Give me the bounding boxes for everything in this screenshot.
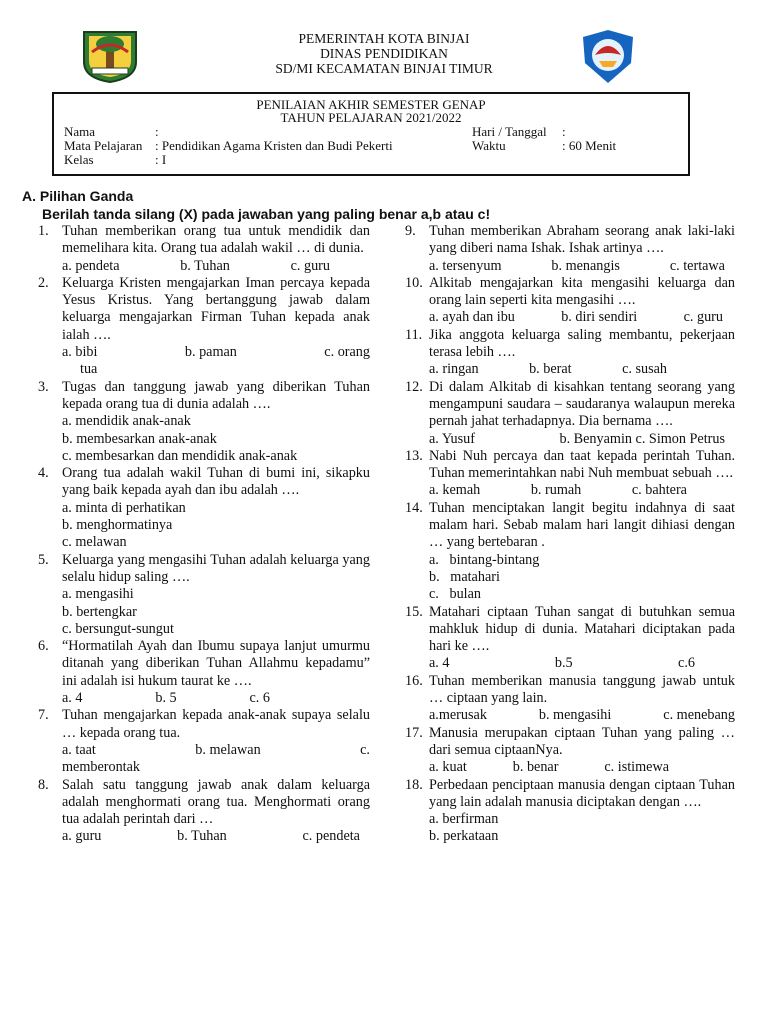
option-a[interactable]: a. kemah bbox=[429, 482, 481, 499]
option-c[interactable]: c. tertawa bbox=[669, 257, 725, 274]
question-number: 17. bbox=[405, 724, 423, 741]
hari-field: : bbox=[562, 124, 566, 139]
option-a[interactable]: a. mendidik anak-anak bbox=[62, 413, 191, 430]
option-b[interactable]: b. rumah bbox=[530, 482, 582, 499]
option-b[interactable]: b. Tuhan bbox=[177, 828, 227, 845]
option-c[interactable]: c. bahtera bbox=[631, 482, 687, 499]
question-2 bbox=[38, 275, 370, 344]
question-text: Alkitab mengajarkan kita mengasihi keluarga dan orang lain seperti kita mengasihi …. bbox=[429, 274, 735, 309]
option-a[interactable]: a. tersenyum bbox=[429, 257, 502, 274]
options bbox=[405, 482, 735, 499]
question-number: 6. bbox=[38, 638, 49, 655]
option-a[interactable]: a. kuat bbox=[429, 759, 467, 776]
question-11 bbox=[405, 327, 735, 362]
question-text: Tugas dan tanggung jawab yang diberikan Tuhan kepada orang tua di dunia adalah …. bbox=[62, 378, 370, 412]
option-continuation: memberontak bbox=[62, 759, 141, 776]
question-number: 12. bbox=[405, 378, 423, 395]
option-c[interactable]: c. guru bbox=[290, 257, 330, 274]
question-number: 5. bbox=[38, 551, 49, 568]
option-a[interactable]: a. Yusuf bbox=[429, 430, 475, 447]
exam-title: PENILAIAN AKHIR SEMESTER GENAP bbox=[256, 97, 486, 112]
question-number: 4. bbox=[38, 465, 49, 482]
question-text: Jika anggota keluarga saling membantu, pekerjaan terasa lebih …. bbox=[429, 326, 735, 361]
question-number: 13. bbox=[405, 447, 423, 464]
options bbox=[38, 742, 370, 759]
question-number: 8. bbox=[38, 776, 49, 793]
option-b[interactable]: b. perkataan bbox=[429, 828, 499, 845]
option-c[interactable]: c. bersungut-sungut bbox=[62, 620, 174, 637]
options bbox=[38, 258, 370, 275]
option-b[interactable]: b. 5 bbox=[155, 690, 177, 707]
option-a[interactable]: a. ringan bbox=[429, 361, 479, 378]
question-1 bbox=[38, 223, 370, 258]
question-7 bbox=[38, 707, 370, 742]
mapel-label: Mata Pelajaran bbox=[64, 138, 143, 153]
option-c[interactable]: c. pendeta bbox=[302, 828, 360, 845]
question-17 bbox=[405, 725, 735, 760]
question-4 bbox=[38, 465, 370, 500]
option-c[interactable]: c. istimewa bbox=[604, 759, 669, 776]
options bbox=[38, 690, 370, 707]
option-c[interactable]: c. bulan bbox=[429, 586, 482, 603]
office-title: DINAS PENDIDIKAN bbox=[320, 46, 448, 61]
option-c[interactable]: c.6 bbox=[678, 655, 695, 672]
question-14 bbox=[405, 500, 735, 552]
option-a[interactable]: a. 4 bbox=[62, 690, 83, 707]
option-a[interactable]: a. taat bbox=[62, 741, 96, 758]
question-9 bbox=[405, 223, 735, 258]
question-text: Tuhan memberikan orang tua untuk mendidik dan memelihara kita. Orang tua adalah wakil … di dunia. bbox=[62, 223, 370, 257]
options bbox=[38, 344, 370, 361]
option-c[interactable]: c. membesarkan dan mendidik anak-anak bbox=[62, 447, 298, 464]
options bbox=[405, 431, 735, 448]
waktu-value: : 60 Menit bbox=[562, 138, 617, 153]
question-5 bbox=[38, 552, 370, 587]
option-c[interactable]: c. orang bbox=[324, 344, 370, 361]
question-number: 2. bbox=[38, 274, 49, 291]
nama-field: : bbox=[155, 124, 159, 139]
option-a[interactable]: a. bibi bbox=[62, 344, 98, 361]
options bbox=[405, 707, 735, 724]
option-c[interactable]: c. 6 bbox=[249, 690, 270, 707]
question-6 bbox=[38, 638, 370, 690]
question-16 bbox=[405, 673, 735, 708]
instruction: Berilah tanda silang (X) pada jawaban yang paling benar a,b atau c! bbox=[42, 206, 491, 222]
waktu-label: Waktu bbox=[472, 138, 506, 153]
question-number: 1. bbox=[38, 223, 49, 239]
option-a[interactable]: a. berfirman bbox=[429, 811, 499, 828]
option-b[interactable]: b.5 bbox=[554, 655, 573, 672]
question-18 bbox=[405, 777, 735, 812]
exam-year: TAHUN PELAJARAN 2021/2022 bbox=[280, 110, 462, 125]
kelas-label: Kelas bbox=[64, 152, 94, 167]
mapel-value: : Pendidikan Agama Kristen dan Budi Pekerti bbox=[155, 138, 393, 153]
question-text: Salah satu tanggung jawab anak dalam keluarga adalah menghormati orang tua. Menghormati orang tua adalah perintah dari … bbox=[62, 776, 370, 828]
option-b[interactable]: b. menangis bbox=[551, 257, 620, 274]
option-b[interactable]: b. melawan bbox=[195, 741, 261, 758]
question-8 bbox=[38, 777, 370, 829]
question-text: Di dalam Alkitab di kisahkan tentang seorang yang mengampuni saudara – saudaranya walaupun mereka pernah jahat terhadapnya. Dia bernama …. bbox=[429, 378, 735, 430]
question-text: Perbedaan penciptaan manusia dengan ciptaan Tuhan yang lain adalah manusia diciptakan dengan …. bbox=[429, 776, 735, 810]
question-number: 9. bbox=[405, 223, 416, 239]
option-b[interactable]: b. membesarkan anak-anak bbox=[62, 430, 217, 447]
option-a[interactable]: a. bintang-bintang bbox=[429, 551, 540, 568]
options bbox=[405, 309, 735, 326]
school-title: SD/MI KECAMATAN BINJAI TIMUR bbox=[275, 61, 493, 76]
question-text: Keluarga Kristen mengajarkan Iman percaya kepada Yesus Kristus. Yang bertanggung jawab dalam keluarga mengajarkan Firman Tuhan kepada anak ialah …. bbox=[62, 274, 370, 343]
option-c[interactable]: c. melawan bbox=[62, 534, 127, 551]
option-a[interactable]: a. pendeta bbox=[62, 257, 120, 274]
exam-info-box bbox=[52, 92, 690, 176]
question-number: 3. bbox=[38, 378, 49, 395]
question-text: Orang tua adalah wakil Tuhan di bumi ini, sikapku yang baik kepada ayah dan ibu adalah …. bbox=[62, 465, 370, 499]
option-a[interactable]: a.merusak bbox=[429, 707, 487, 724]
gov-title: PEMERINTAH KOTA BINJAI bbox=[298, 31, 470, 46]
option-continuation: tua bbox=[80, 361, 98, 378]
question-text: Keluarga yang mengasihi Tuhan adalah keluarga yang selalu hidup saling …. bbox=[62, 551, 370, 585]
question-15 bbox=[405, 604, 735, 656]
option-b[interactable]: b. berat bbox=[529, 361, 572, 378]
options bbox=[405, 361, 735, 378]
nama-label: Nama bbox=[64, 124, 96, 139]
option-b[interactable]: b. diri sendiri bbox=[561, 309, 638, 326]
option-b[interactable]: b. benar bbox=[512, 759, 559, 776]
right-column bbox=[405, 223, 735, 846]
option-c[interactable]: c. guru bbox=[683, 309, 723, 326]
option-a[interactable]: a. minta di perhatikan bbox=[62, 499, 186, 516]
option-b[interactable]: b. menghormatinya bbox=[62, 517, 173, 534]
question-text: Tuhan menciptakan langit begitu indahnya di saat malam hari. Sebab malam hari langit dihiasi dengan … yang bertebaran . bbox=[429, 499, 735, 551]
question-text: Tuhan memberikan manusia tanggung jawab untuk … ciptaan yang lain. bbox=[429, 672, 735, 707]
question-10 bbox=[405, 275, 735, 310]
question-13 bbox=[405, 448, 735, 483]
options bbox=[405, 258, 735, 275]
option-b[interactable]: b. paman bbox=[184, 344, 237, 361]
option-c[interactable]: c. menebang bbox=[663, 707, 735, 724]
section-title: A. Pilihan Ganda bbox=[22, 188, 134, 204]
options bbox=[38, 828, 370, 845]
question-text: Nabi Nuh percaya dan taat kepada perintah Tuhan. Tuhan memerintahkan nabi Nuh membuat sebuah …. bbox=[429, 447, 735, 482]
kelas-value: : I bbox=[155, 152, 167, 167]
hari-label: Hari / Tanggal bbox=[472, 124, 547, 139]
question-text: Matahari ciptaan Tuhan sangat di butuhkan semua mahkluk hidup di dunia. Matahari diciptakan pada hari ke …. bbox=[429, 603, 735, 655]
options bbox=[405, 759, 735, 776]
option-b[interactable]: b. mengasihi bbox=[538, 707, 612, 724]
question-number: 15. bbox=[405, 603, 423, 620]
option-c[interactable]: c. susah bbox=[622, 361, 667, 378]
option-a[interactable]: a. ayah dan ibu bbox=[429, 309, 515, 326]
question-number: 7. bbox=[38, 707, 49, 724]
question-text: Manusia merupakan ciptaan Tuhan yang paling … dari semua ciptaanNya. bbox=[429, 724, 735, 758]
question-12 bbox=[405, 379, 735, 431]
option-b[interactable]: b. Tuhan bbox=[180, 257, 230, 274]
question-number: 18. bbox=[405, 776, 423, 793]
options bbox=[405, 655, 735, 672]
question-number: 14. bbox=[405, 499, 423, 516]
option-b[interactable]: b. matahari bbox=[429, 568, 500, 585]
question-3 bbox=[38, 379, 370, 414]
option-b[interactable]: b. bertengkar bbox=[62, 603, 137, 620]
question-number: 10. bbox=[405, 274, 423, 291]
question-number: 16. bbox=[405, 672, 423, 689]
question-number: 11. bbox=[405, 326, 423, 343]
option-a[interactable]: a. guru bbox=[62, 828, 102, 845]
question-text: Tuhan mengajarkan kepada anak-anak supaya selalu … kepada orang tua. bbox=[62, 707, 370, 741]
question-text: “Hormatilah Ayah dan Ibumu supaya lanjut umurmu ditanah yang diberikan Tuhan Allahmu kepadamu” ini adalah isi hukum taurat ke …. bbox=[62, 638, 370, 689]
option-b[interactable]: b. Benyamin c. Simon Petrus bbox=[559, 430, 725, 447]
option-a[interactable]: a. 4 bbox=[429, 655, 450, 672]
option-a[interactable]: a. mengasihi bbox=[62, 586, 134, 603]
left-column bbox=[38, 223, 370, 846]
option-c[interactable]: c. bbox=[360, 741, 370, 758]
question-text: Tuhan memberikan Abraham seorang anak laki-laki yang diberi nama Ishak. Ishak artinya …. bbox=[429, 223, 735, 257]
